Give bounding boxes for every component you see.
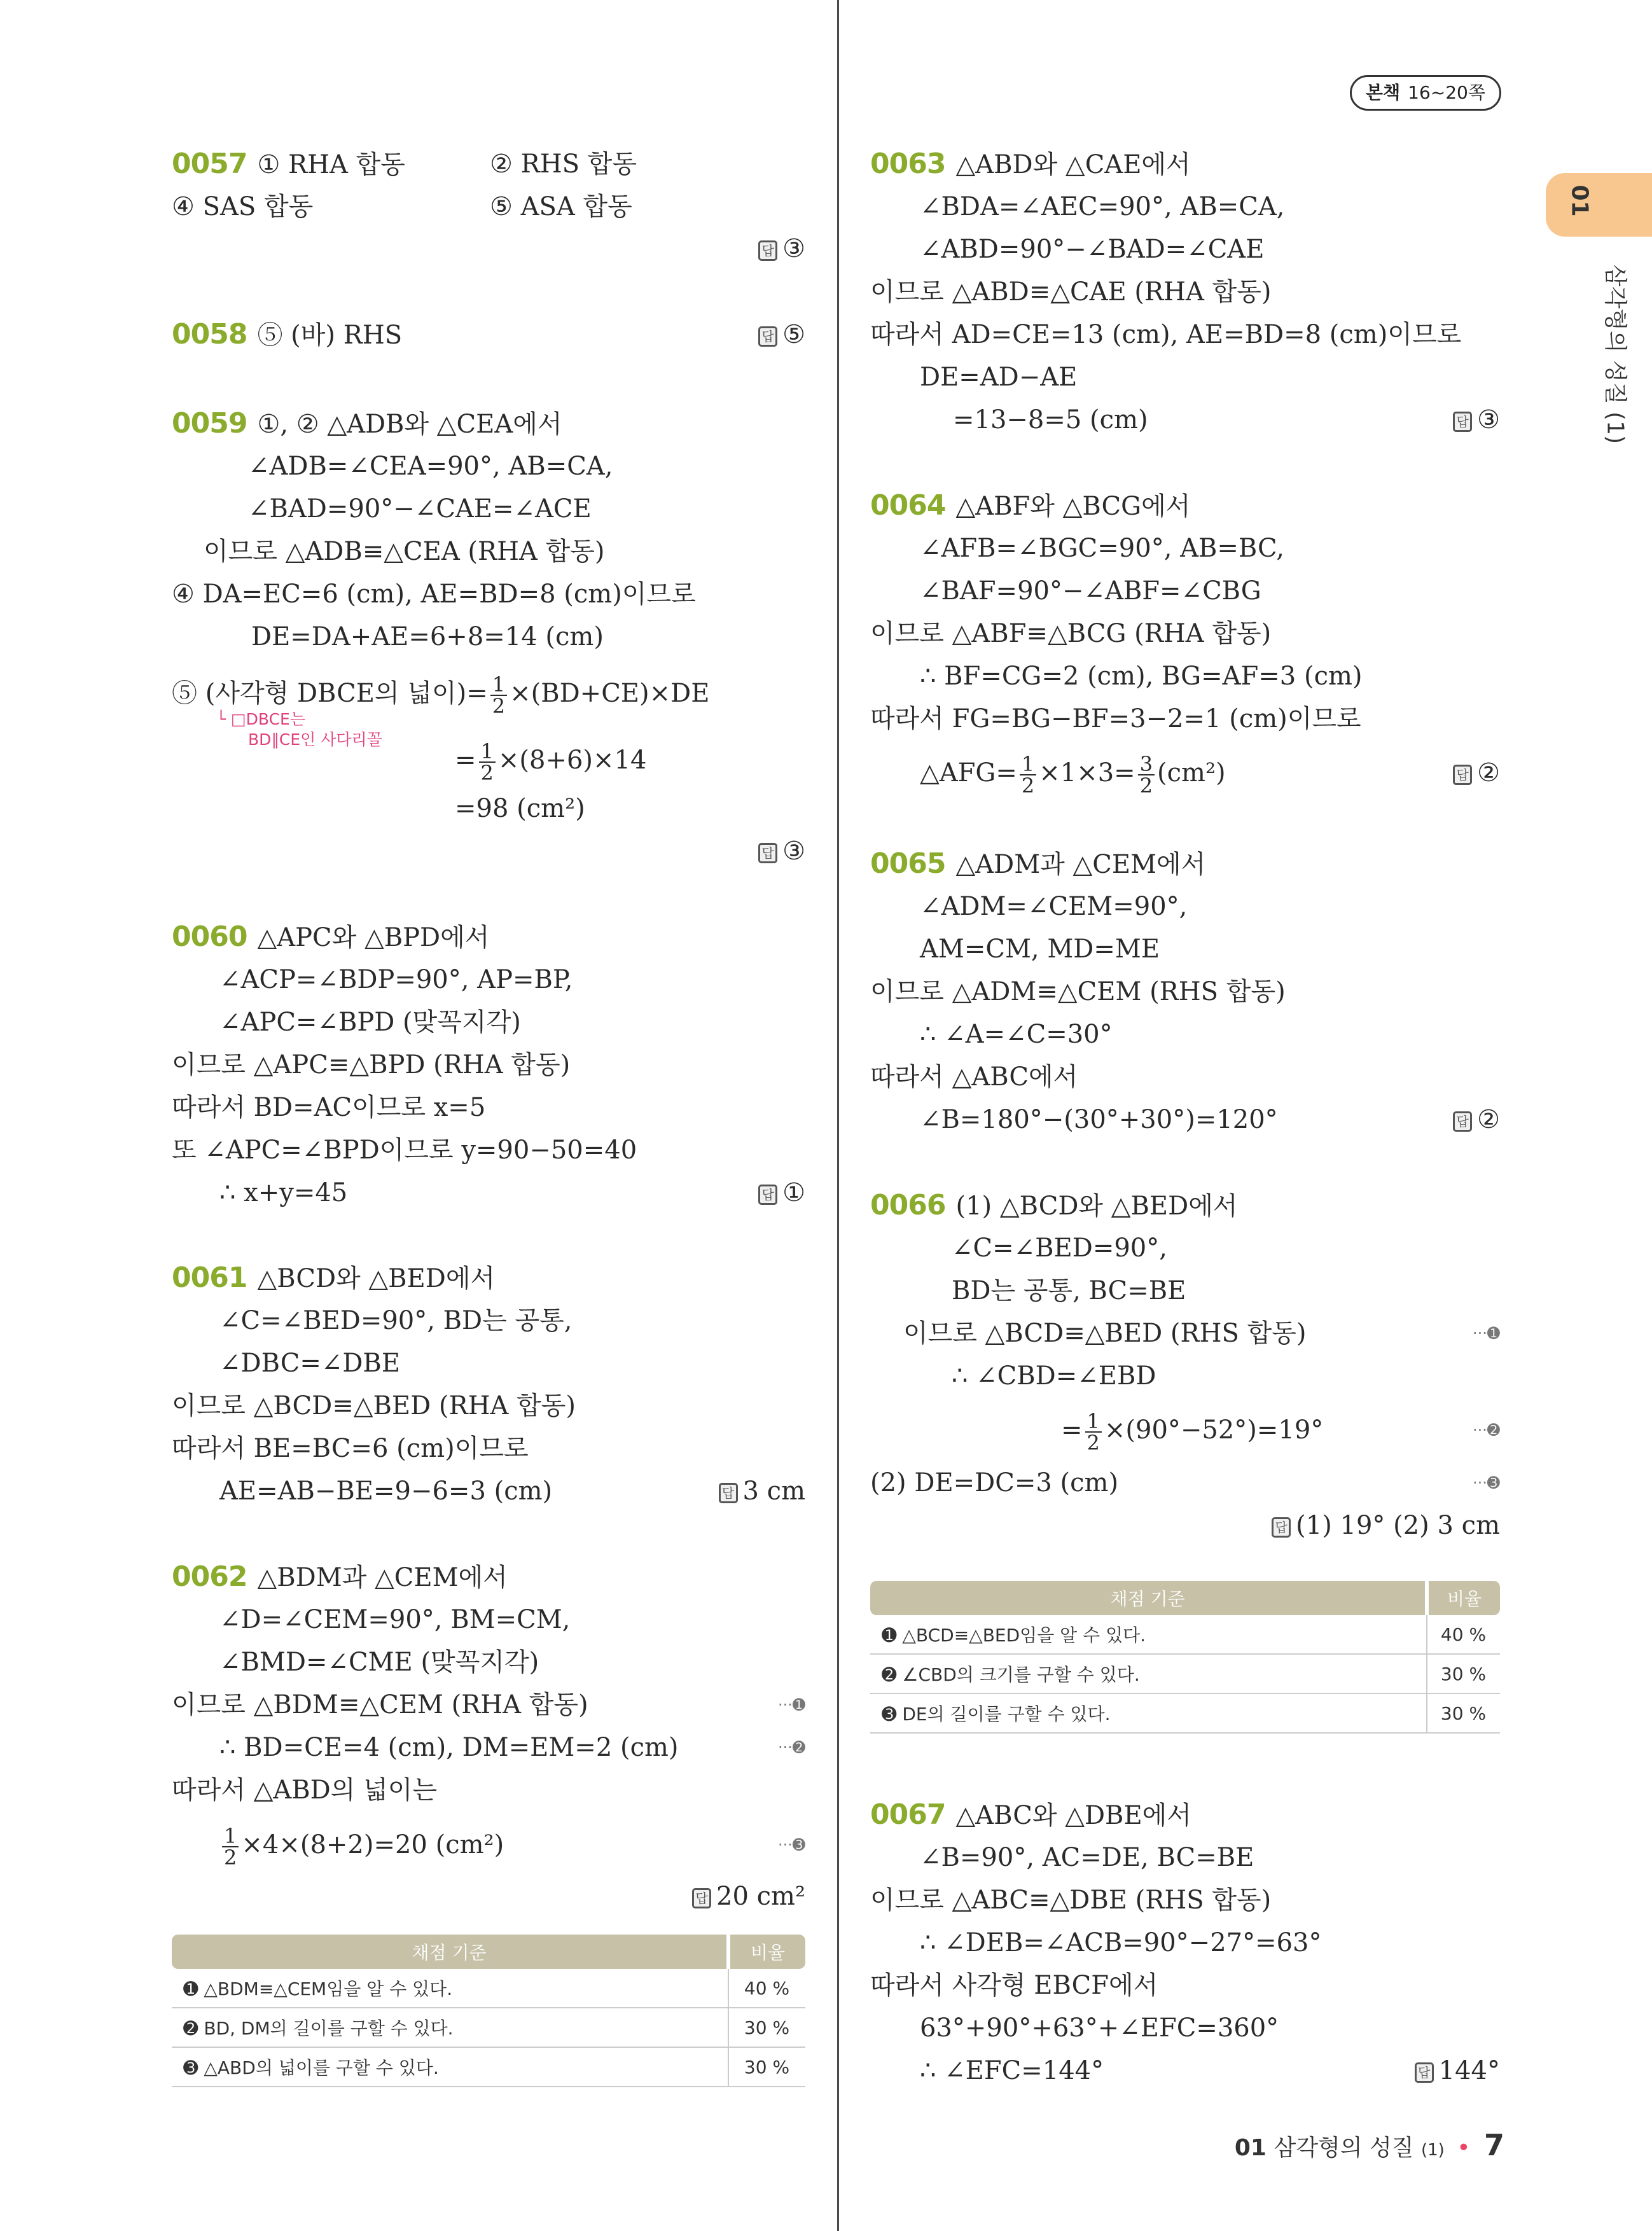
table-row <box>172 2047 805 2087</box>
problem-number: 0062 <box>172 1560 247 1593</box>
ratio-cell: 30 % <box>1427 1654 1500 1693</box>
answer-0065 <box>1453 1102 1500 1137</box>
fraction <box>490 674 507 716</box>
answer-0064 <box>1453 755 1500 791</box>
criterion-cell: ➋ ∠CBD의 크기를 구할 수 있다. <box>870 1654 1427 1693</box>
solution-text: ∠B=90°, AC=DE, BC=BE <box>920 1843 1254 1872</box>
solution-text: ∠ADM=∠CEM=90°, <box>920 892 1188 921</box>
problem-number: 0059 <box>172 407 247 440</box>
choice-text: ② RHS 합동 <box>490 149 637 179</box>
step-marker: ···➊ <box>1473 1324 1500 1342</box>
solution-text: △BCD와 △BED에서 <box>257 1264 496 1293</box>
answer-value: ② <box>1477 1105 1500 1134</box>
problem-0067 <box>870 1797 1191 1833</box>
problem-number: 0067 <box>870 1798 946 1831</box>
solution-text: 이므로 △ABC≡△DBE (RHS 합동) <box>870 1886 1272 1915</box>
denominator: 2 <box>480 761 494 785</box>
solution-text: 이므로 △ADB≡△CEA (RHA 합동) <box>204 537 605 566</box>
solution-text: ∴ BF=CG=2 (cm), BG=AF=3 (cm) <box>920 662 1363 691</box>
answer-value: ③ <box>782 234 805 263</box>
answer-icon: 답 <box>692 1888 711 1908</box>
problem-0062 <box>172 1559 508 1595</box>
answer-value: ③ <box>1477 405 1500 434</box>
problem-number: 0066 <box>870 1189 946 1221</box>
choice-text: ⑤ ASA 합동 <box>490 192 632 221</box>
solution-text: ×4×(8+2)=20 (cm²) <box>241 1830 504 1859</box>
footer-title: 삼각형의 성질 <box>1274 2135 1414 2161</box>
table-header: 비율 <box>728 1935 805 1969</box>
numerator: 3 <box>1138 754 1155 775</box>
column-divider <box>837 0 839 2231</box>
problem-0059 <box>172 406 562 441</box>
solution-text: 이므로 △ABF≡△BCG (RHA 합동) <box>870 619 1272 648</box>
solution-text: △ABF와 △BCG에서 <box>955 492 1191 521</box>
problem-0058 <box>172 317 402 352</box>
ratio-cell: 30 % <box>1427 1693 1500 1733</box>
solution-text: ∠ADB=∠CEA=90°, AB=CA, <box>248 452 613 481</box>
answer-0062 <box>692 1879 805 1914</box>
side-tab-chapter-number: 01 <box>1566 184 1593 217</box>
table-row <box>172 1969 805 2008</box>
problem-number: 0058 <box>172 318 247 351</box>
choice-text: ① RHA 합동 <box>257 150 405 179</box>
solution-text: 따라서 BE=BC=6 (cm)이므로 <box>172 1434 529 1463</box>
denominator: 2 <box>1086 1431 1100 1455</box>
solution-text: =13−8=5 (cm) <box>953 405 1148 434</box>
solution-text: △BDM과 △CEM에서 <box>257 1563 508 1592</box>
solution-text: ∠ACP=∠BDP=90°, AP=BP, <box>219 965 573 994</box>
bullet-icon: • <box>1457 2135 1471 2161</box>
table-row <box>870 1615 1500 1654</box>
answer-0067 <box>1415 2053 1500 2089</box>
solution-text: ∠BMD=∠CME (맞꼭지각) <box>219 1648 539 1677</box>
answer-value: 3 cm <box>742 1477 805 1506</box>
solution-text: 따라서 BD=AC이므로 x=5 <box>172 1093 486 1122</box>
solution-text: ×(8+6)×14 <box>497 746 647 775</box>
criterion-cell: ➊ △BCD≡△BED임을 알 수 있다. <box>870 1615 1427 1654</box>
table-row <box>870 1693 1500 1733</box>
answer-0059 <box>758 833 805 869</box>
solution-text: △APC와 △BPD에서 <box>257 923 490 952</box>
problem-0065 <box>870 846 1205 882</box>
solution-text: ∴ ∠CBD=∠EBD <box>952 1361 1156 1391</box>
answer-icon: 답 <box>758 326 777 347</box>
problem-number: 0060 <box>172 921 247 953</box>
choice-text: ④ SAS 합동 <box>172 192 314 221</box>
grading-table-0062 <box>172 1935 805 2087</box>
grading-table-0066 <box>870 1581 1500 1734</box>
solution-text: DE=AD−AE <box>920 363 1078 392</box>
problem-number: 0063 <box>870 148 946 180</box>
chapter-side-tab <box>1546 173 1652 237</box>
solution-text: ∠BDA=∠AEC=90°, AB=CA, <box>920 192 1285 221</box>
answer-value: 144° <box>1438 2056 1500 2085</box>
answer-value: ⑤ <box>782 320 805 349</box>
table-header: 비율 <box>1427 1581 1500 1615</box>
answer-icon: 답 <box>758 843 777 863</box>
solution-text: △ABD와 △CAE에서 <box>955 150 1191 179</box>
solution-text: 따라서 AD=CE=13 (cm), AE=BD=8 (cm)이므로 <box>870 320 1462 349</box>
numerator: 1 <box>222 1826 239 1847</box>
fraction <box>1085 1411 1102 1453</box>
problem-0063 <box>870 146 1191 182</box>
page-range-badge: 본책 16~20쪽 <box>1350 75 1501 111</box>
solution-text: ①, ② △ADB와 △CEA에서 <box>257 410 562 439</box>
solution-text: 따라서 사각형 EBCF에서 <box>870 1971 1158 2000</box>
answer-0061 <box>719 1473 806 1509</box>
solution-text: ∴ ∠DEB=∠ACB=90°−27°=63° <box>920 1928 1322 1957</box>
solution-text: ⑤ (사각형 DBCE의 넓이)= <box>172 679 488 708</box>
step-marker: ···➌ <box>778 1836 805 1854</box>
solution-text: = <box>1061 1415 1083 1445</box>
numerator: 1 <box>1020 754 1036 775</box>
solution-text: 이므로 △ABD≡△CAE (RHA 합동) <box>870 277 1272 307</box>
fraction <box>1020 754 1036 796</box>
answer-0057 <box>758 231 805 267</box>
solution-text: ∴ ∠A=∠C=30° <box>920 1020 1113 1049</box>
problem-0057 <box>172 146 405 182</box>
side-tab-chapter-title: 삼각형의 성질 (1) <box>1602 264 1628 445</box>
answer-icon: 답 <box>719 1483 738 1503</box>
solution-text: ×(BD+CE)×DE <box>510 679 710 708</box>
criterion-cell: ➌ DE의 길이를 구할 수 있다. <box>870 1693 1427 1733</box>
table-row <box>172 2008 805 2047</box>
problem-number: 0061 <box>172 1261 247 1294</box>
solution-text: 이므로 △BCD≡△BED (RHS 합동) <box>903 1319 1307 1348</box>
solution-text: (cm²) <box>1157 758 1226 788</box>
solution-text: △ADM과 △CEM에서 <box>955 850 1206 879</box>
solution-text: ×(90°−52°)=19° <box>1104 1415 1324 1445</box>
problem-0064 <box>870 488 1190 524</box>
answer-icon: 답 <box>1453 412 1472 432</box>
answer-icon: 답 <box>1415 2062 1434 2083</box>
answer-icon: 답 <box>1453 1111 1472 1132</box>
solution-text: ∠DBC=∠DBE <box>219 1349 401 1378</box>
solution-text: 이므로 △ADM≡△CEM (RHS 합동) <box>870 977 1286 1006</box>
footer-subtitle: (1) <box>1421 2141 1445 2160</box>
answer-0058 <box>758 317 805 352</box>
solution-text: 63°+90°+63°+∠EFC=360° <box>920 2013 1279 2043</box>
numerator: 1 <box>490 674 507 696</box>
fraction <box>222 1826 239 1868</box>
solution-text: 따라서 FG=BG−BF=3−2=1 (cm)이므로 <box>870 704 1361 733</box>
solution-text: (1) △BCD와 △BED에서 <box>955 1192 1238 1221</box>
solution-text: 따라서 △ABD의 넓이는 <box>172 1776 438 1805</box>
solution-text: 이므로 △APC≡△BPD (RHA 합동) <box>172 1050 571 1080</box>
criterion-cell: ➊ △BDM≡△CEM임을 알 수 있다. <box>172 1969 728 2008</box>
footer-chapter: 01 <box>1234 2135 1267 2161</box>
area-step <box>920 751 1226 798</box>
ratio-cell: 40 % <box>1427 1615 1500 1654</box>
answer-icon: 답 <box>758 1185 777 1205</box>
step-marker: ···➋ <box>1473 1421 1500 1439</box>
solution-text: ⑤ (바) RHS <box>257 321 403 350</box>
solution-text: ④ DA=EC=6 (cm), AE=BD=8 (cm)이므로 <box>172 580 696 609</box>
solution-text: ∠C=∠BED=90°, <box>952 1234 1167 1263</box>
answer-0066 <box>1272 1508 1500 1543</box>
answer-value: 20 cm² <box>716 1882 805 1911</box>
solution-text: DE=DA+AE=6+8=14 (cm) <box>251 622 604 651</box>
table-row <box>870 1654 1500 1693</box>
page-footer <box>1235 2128 1504 2162</box>
area-step <box>219 1823 504 1870</box>
problem-number: 0057 <box>172 148 247 180</box>
problem-0061 <box>172 1260 495 1296</box>
solution-text: BD는 공통, BC=BE <box>952 1276 1186 1305</box>
denominator: 2 <box>1139 774 1153 798</box>
solution-text: ∠AFB=∠BGC=90°, AB=BC, <box>920 534 1284 563</box>
answer-value: ② <box>1477 758 1500 788</box>
note-text: □DBCE는 <box>231 710 305 728</box>
answer-icon: 답 <box>1453 765 1472 785</box>
solution-text: 이므로 △BDM≡△CEM (RHA 합동) <box>172 1690 588 1720</box>
answer-icon: 답 <box>1272 1517 1291 1538</box>
area-step <box>455 738 647 785</box>
criterion-cell: ➌ △ABD의 넓이를 구할 수 있다. <box>172 2047 728 2087</box>
solution-text: ∴ BD=CE=4 (cm), DM=EM=2 (cm) <box>219 1733 679 1762</box>
numerator: 1 <box>1085 1411 1102 1433</box>
fraction <box>1138 754 1155 796</box>
denominator: 2 <box>224 1845 237 1870</box>
table-header: 채점 기준 <box>172 1935 728 1969</box>
solution-text: 따라서 △ABC에서 <box>870 1062 1078 1092</box>
problem-number: 0065 <box>870 847 946 880</box>
table-header: 채점 기준 <box>870 1581 1427 1615</box>
margin-note: BD∥CE인 사다리꼴 <box>248 730 382 749</box>
problem-0060 <box>172 919 489 955</box>
solution-text: AE=AB−BE=9−6=3 (cm) <box>219 1477 553 1506</box>
solution-text: AM=CM, MD=ME <box>920 935 1160 964</box>
solution-text: =98 (cm²) <box>455 794 585 823</box>
solution-text: ∠APC=∠BPD (맞꼭지각) <box>219 1008 521 1037</box>
solution-text: ∠BAF=90°−∠ABF=∠CBG <box>920 576 1261 606</box>
angle-step <box>1061 1408 1324 1455</box>
numerator: 1 <box>479 741 496 763</box>
solution-text: (2) DE=DC=3 (cm) <box>870 1468 1119 1498</box>
step-marker: ···➋ <box>778 1739 805 1756</box>
solution-text: ×1×3= <box>1039 758 1135 788</box>
answer-0060 <box>758 1175 805 1211</box>
problem-number: 0064 <box>870 489 946 522</box>
margin-note: └ □DBCE는 <box>216 710 305 728</box>
answer-0063 <box>1453 402 1500 438</box>
solution-text: ∴ x+y=45 <box>219 1178 348 1207</box>
solution-text: ∠ABD=90°−∠BAD=∠CAE <box>920 235 1265 264</box>
page-number: 7 <box>1483 2128 1504 2162</box>
denominator: 2 <box>1021 774 1035 798</box>
solution-text: △AFG= <box>920 758 1017 788</box>
solution-text: = <box>455 746 476 775</box>
step-marker: ···➌ <box>1473 1474 1500 1492</box>
solution-text: ∠C=∠BED=90°, BD는 공통, <box>219 1306 573 1335</box>
ratio-cell: 30 % <box>728 2008 805 2047</box>
solution-text: ∴ ∠EFC=144° <box>920 2056 1104 2085</box>
solution-text: ∠BAD=90°−∠CAE=∠ACE <box>248 494 592 524</box>
criterion-cell: ➋ BD, DM의 길이를 구할 수 있다. <box>172 2008 728 2047</box>
ratio-cell: 40 % <box>728 1969 805 2008</box>
step-marker: ···➊ <box>778 1696 805 1714</box>
denominator: 2 <box>492 694 506 718</box>
answer-value: ① <box>782 1178 805 1207</box>
fraction <box>479 741 496 783</box>
answer-value: ③ <box>782 837 805 866</box>
solution-text: △ABC와 △DBE에서 <box>955 1801 1191 1830</box>
solution-text: 이므로 △BCD≡△BED (RHA 합동) <box>172 1391 576 1421</box>
answer-value: (1) 19° (2) 3 cm <box>1296 1511 1500 1540</box>
problem-0066 <box>870 1188 1237 1223</box>
answer-icon: 답 <box>758 240 777 261</box>
ratio-cell: 30 % <box>728 2047 805 2087</box>
solution-text: 또 ∠APC=∠BPD이므로 y=90−50=40 <box>172 1136 637 1165</box>
solution-text: ∠D=∠CEM=90°, BM=CM, <box>219 1605 571 1634</box>
solution-text: ∠B=180°−(30°+30°)=120° <box>920 1105 1278 1134</box>
